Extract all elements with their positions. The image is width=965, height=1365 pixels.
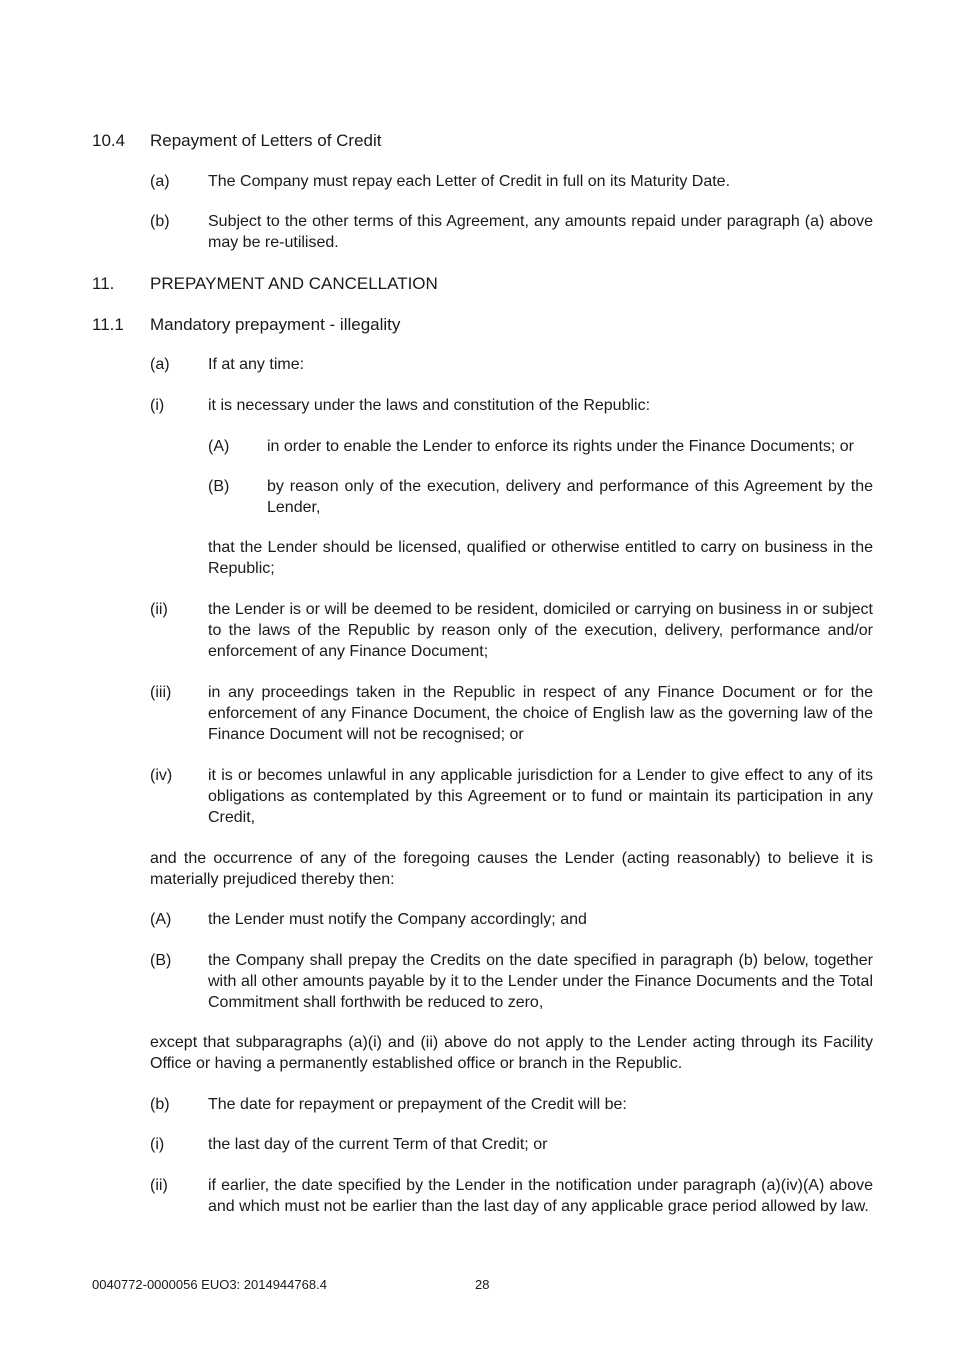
clause-11-1-iv xyxy=(150,765,873,828)
clause-text: Subject to the other terms of this Agreement, any amounts repaid under paragraph (a) above may be re-utilised. xyxy=(208,213,873,251)
section-number: 11. xyxy=(92,274,115,293)
clause-text: If at any time: xyxy=(208,356,305,373)
footer-doc-reference: 0040772-0000056 EUO3: 2014944768.4 xyxy=(92,1277,327,1292)
clause-text: the Company shall prepay the Credits on the date specified in paragraph (b) below, together with all other amounts payable by it to the Lender under the Finance Documents and the Total Commitment shall forthwith be reduced to zero, xyxy=(208,952,873,1011)
clause-11-1-ii xyxy=(150,599,873,662)
clause-text: the last day of the current Term of that Credit; or xyxy=(208,1136,548,1153)
clause-label: (ii) xyxy=(150,601,168,618)
clause-text: it is or becomes unlawful in any applicable jurisdiction for a Lender to give effect to any of its obligations as contemplated by this Agreement or to fund or maintain its participation in any Credit, xyxy=(208,767,873,826)
clause-11-1-i-tail xyxy=(208,537,873,579)
clause-11-1-b-i xyxy=(150,1134,873,1155)
clause-label: (b) xyxy=(150,213,170,230)
section-title: Mandatory prepayment - illegality xyxy=(150,315,401,334)
clause-11-1-b xyxy=(150,1094,873,1115)
clause-label: (b) xyxy=(150,1096,170,1113)
paragraph-text: and the occurrence of any of the foregoing causes the Lender (acting reasonably) to believe it is materially prejudiced thereby then: xyxy=(150,850,873,888)
clause-label: (iv) xyxy=(150,767,173,784)
clause-text: The date for repayment or prepayment of the Credit will be: xyxy=(208,1096,627,1113)
clause-10-4-b xyxy=(150,211,873,253)
clause-11-1-i-B xyxy=(208,476,873,518)
clause-label: (iii) xyxy=(150,684,172,701)
clause-text: if earlier, the date specified by the Lender in the notification under paragraph (a)(iv)(A) above and which must not be earlier than the last day of any applicable grace period allowed by law. xyxy=(208,1177,873,1215)
clause-text: it is necessary under the laws and constitution of the Republic: xyxy=(208,397,651,414)
section-10-4-heading xyxy=(92,130,872,151)
section-number: 10.4 xyxy=(92,131,126,150)
clause-text: the Lender is or will be deemed to be resident, domiciled or carrying on business in or subject to the laws of the Republic by reason only of the execution, delivery, performance and/or enforcement of any Finance Document; xyxy=(208,601,873,660)
paragraph-text: except that subparagraphs (a)(i) and (ii) above do not apply to the Lender acting through its Facility Office or having a permanently established office or branch in the Republic. xyxy=(150,1034,873,1072)
clause-11-1-iii xyxy=(150,682,873,745)
clause-label: (a) xyxy=(150,356,170,373)
clause-11-1-i-A xyxy=(208,436,873,457)
section-11-heading xyxy=(92,273,872,294)
clause-label: (A) xyxy=(208,438,230,455)
clause-text: in order to enable the Lender to enforce its rights under the Finance Documents; or xyxy=(267,438,855,455)
clause-text: in any proceedings taken in the Republic in respect of any Finance Document or for the enforcement of any Finance Document, the choice of English law as the governing law of the Finance Document will not be recognised; or xyxy=(208,684,873,743)
clause-label: (B) xyxy=(208,478,230,495)
clause-11-1-a xyxy=(150,354,873,375)
clause-10-4-a xyxy=(150,171,873,192)
clause-11-1-B xyxy=(150,950,873,1013)
clause-label: (B) xyxy=(150,952,172,969)
footer-page-number: 28 xyxy=(475,1277,490,1292)
clause-text: by reason only of the execution, delivery and performance of this Agreement by the Lender, xyxy=(267,478,873,516)
clause-label: (i) xyxy=(150,397,165,414)
clause-label: (ii) xyxy=(150,1177,168,1194)
clause-label: (a) xyxy=(150,173,170,190)
section-11-1-heading xyxy=(92,314,872,335)
clause-text: The Company must repay each Letter of Credit in full on its Maturity Date. xyxy=(208,173,731,190)
clause-11-1-A xyxy=(150,909,873,930)
paragraph-text: that the Lender should be licensed, qualified or otherwise entitled to carry on business in the Republic; xyxy=(208,539,873,577)
occurrence-paragraph xyxy=(150,848,873,890)
clause-label: (i) xyxy=(150,1136,165,1153)
clause-text: the Lender must notify the Company accordingly; and xyxy=(208,911,587,928)
section-title: PREPAYMENT AND CANCELLATION xyxy=(150,274,438,293)
clause-11-1-i xyxy=(150,395,873,416)
section-number: 11.1 xyxy=(92,315,124,334)
clause-11-1-b-ii xyxy=(150,1175,873,1217)
clause-label: (A) xyxy=(150,911,172,928)
section-title: Repayment of Letters of Credit xyxy=(150,131,382,150)
except-paragraph xyxy=(150,1032,873,1074)
